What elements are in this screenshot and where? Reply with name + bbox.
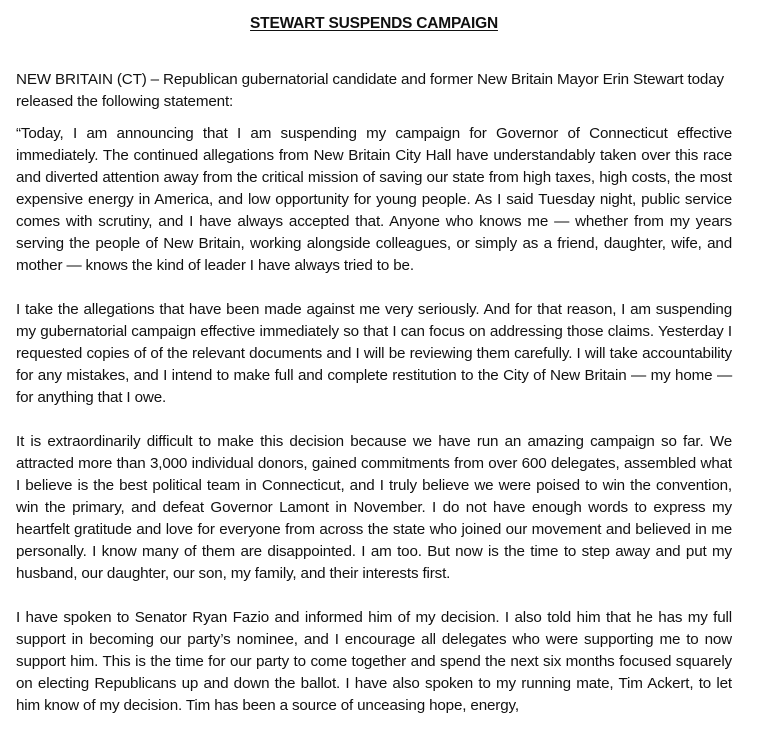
intro-paragraph: NEW BRITAIN (CT) – Republican gubernatorial candidate and former New Britain Mayor Erin Stewart today released the following statement: [16, 71, 724, 110]
document-page [16, 0, 732, 717]
statement-paragraph-3: It is extraordinarily difficult to make this decision because we have run an amazing campaign so far. We attracted more than 3,000 individual donors, gained commitments from over 600 delegates, assembled what I believe is the best political team in Connecticut, and I truly believe we were poised to win the convention, win the primary, and defeat Governor Lamont in November. I do not have enough words to express my heartfelt gratitude and love for everyone from across the state who joined our movement and believed in me personally. I know many of them are disappointed. I am too. But now is the time to step away and put my husband, our daughter, our son, my family, and their interests first. [16, 433, 732, 582]
statement-paragraph-4: I have spoken to Senator Ryan Fazio and informed him of my decision. I also told him that he has my full support in becoming our party’s nominee, and I encourage all delegates who were supporting me to now support him. This is the time for our party to come together and spend the next six months focused squarely on electing Republicans up and down the ballot. I have also spoken to my running mate, Tim Ackert, to let him know of my decision. Tim has been a source of unceasing hope, energy, [16, 609, 732, 714]
statement-paragraph-2: I take the allegations that have been made against me very seriously. And for that reason, I am suspending my gubernatorial campaign effective immediately so that I can focus on addressing those claims. Yesterday I requested copies of of the relevant documents and I will be reviewing them carefully. I will take accountability for any mistakes, and I intend to make full and complete restitution to the City of New Britain — my home — for anything that I owe. [16, 301, 732, 406]
document-title: STEWART SUSPENDS CAMPAIGN [250, 15, 498, 32]
statement-paragraph-1: “Today, I am announcing that I am suspending my campaign for Governor of Connecticut effective immediately. The continued allegations from New Britain City Hall have understandably taken over this race and diverted attention away from the critical mission of saving our state from high taxes, high costs, the most expensive energy in America, and low opportunity for young people. As I said Tuesday night, public service comes with scrutiny, and I have always accepted that. Anyone who knows me — whether from my years serving the people of New Britain, working alongside colleagues, or simply as a friend, daughter, wife, and mother — knows the kind of leader I have always tried to be. [16, 125, 732, 274]
